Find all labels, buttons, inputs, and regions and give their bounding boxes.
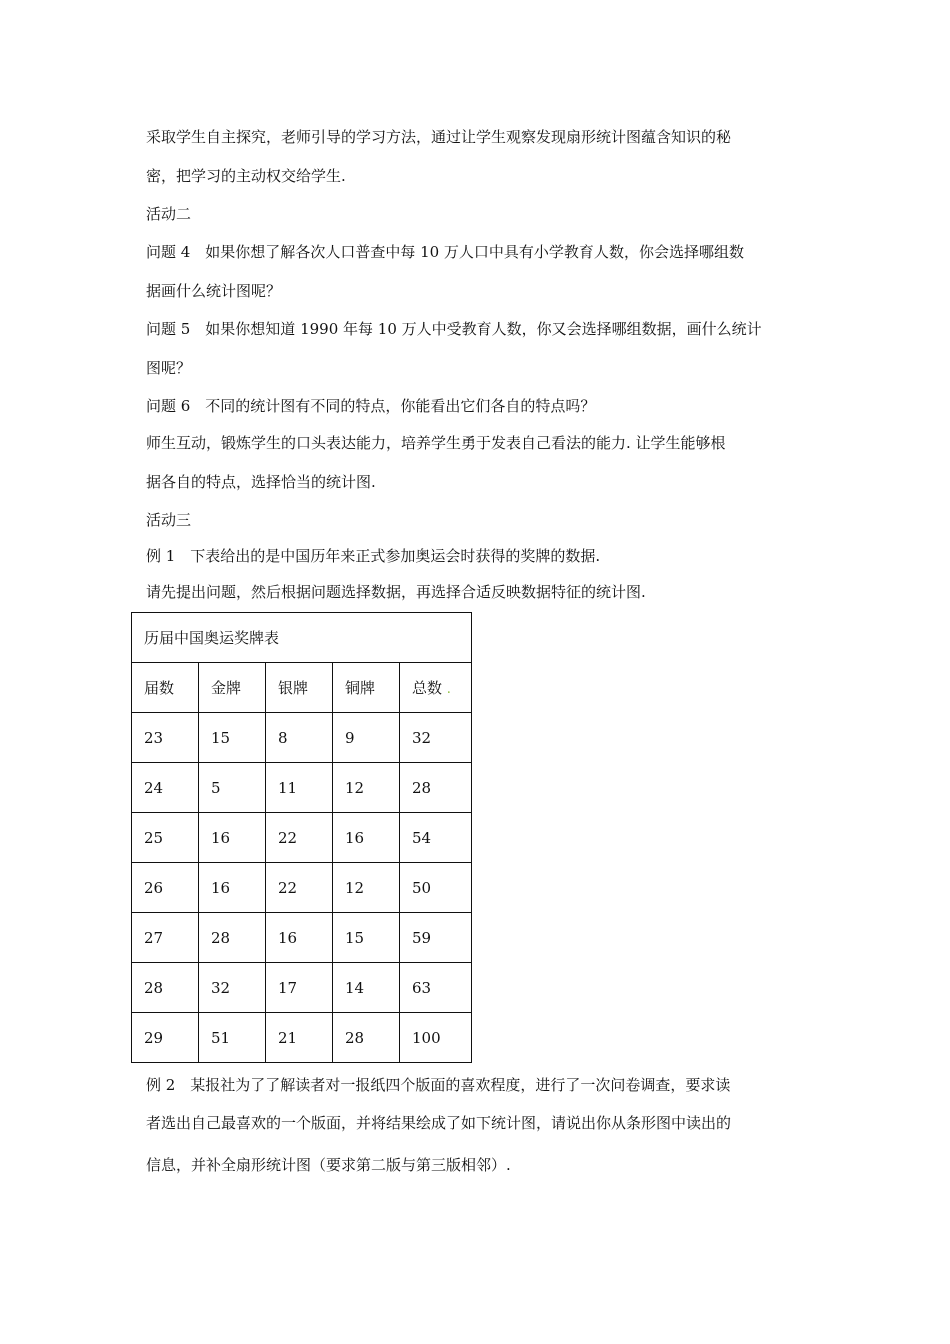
paragraph-line: 问题 4 如果你想了解各次人口普查中每 10 万人口中具有小学教育人数，你会选择哪组数	[146, 243, 744, 261]
table-cell: 51	[199, 1013, 266, 1063]
section-heading: 活动三	[146, 511, 192, 529]
table-cell: 9	[333, 713, 400, 763]
table-cell: 28	[333, 1013, 400, 1063]
paragraph-line: 例 2 某报社为了了解读者对一报纸四个版面的喜欢程度，进行了一次问卷调查，要求读	[146, 1076, 731, 1094]
paragraph-line: 例 1 下表给出的是中国历年来正式参加奥运会时获得的奖牌的数据.	[146, 547, 601, 565]
paragraph-line: 信息，并补全扇形统计图（要求第二版与第三版相邻）.	[146, 1156, 511, 1174]
table-cell: 29	[132, 1013, 199, 1063]
paragraph-line: 问题 5 如果你想知道 1990 年每 10 万人中受教育人数，你又会选择哪组数据，画什么统计	[146, 320, 762, 338]
table-header-cell: 银牌	[266, 663, 333, 713]
table-cell: 63	[400, 963, 472, 1013]
table-cell: 28	[132, 963, 199, 1013]
paragraph-line: 问题 6 不同的统计图有不同的特点，你能看出它们各自的特点吗？	[146, 397, 596, 415]
table-header-cell: 届数	[132, 663, 199, 713]
table-cell: 16	[266, 913, 333, 963]
paragraph-line: 据各自的特点，选择恰当的统计图.	[146, 473, 376, 491]
table-cell: 12	[333, 763, 400, 813]
table-cell: 16	[199, 813, 266, 863]
table-cell: 8	[266, 713, 333, 763]
medal-table	[131, 612, 472, 1063]
paragraph-line: 者选出自己最喜欢的一个版面，并将结果绘成了如下统计图，请说出你从条形图中读出的	[146, 1114, 732, 1132]
table-cell: 22	[266, 863, 333, 913]
table-row	[132, 1013, 472, 1063]
table-cell: 15	[333, 913, 400, 963]
table-cell: 54	[400, 813, 472, 863]
table-cell: 27	[132, 913, 199, 963]
section-heading: 活动二	[146, 205, 192, 223]
paragraph-line: 采取学生自主探究，老师引导的学习方法，通过让学生观察发现扇形统计图蕴含知识的秘	[146, 128, 732, 146]
paragraph-line: 图呢？	[146, 359, 192, 377]
table-cell: 15	[199, 713, 266, 763]
table-header-cell: 铜牌	[333, 663, 400, 713]
table-row	[132, 863, 472, 913]
paragraph-line: 请先提出问题，然后根据问题选择数据，再选择合适反映数据特征的统计图.	[146, 583, 646, 601]
table-cell: 5	[199, 763, 266, 813]
table-cell: 14	[333, 963, 400, 1013]
table-row	[132, 913, 472, 963]
table-header-cell: 金牌	[199, 663, 266, 713]
table-cell: 26	[132, 863, 199, 913]
table-cell: 17	[266, 963, 333, 1013]
table-cell: 23	[132, 713, 199, 763]
table-cell: 16	[333, 813, 400, 863]
table-cell: 16	[199, 863, 266, 913]
table-cell: 100	[400, 1013, 472, 1063]
table-cell: 28	[199, 913, 266, 963]
table-caption-row	[132, 613, 472, 663]
table-cell: 25	[132, 813, 199, 863]
table-row	[132, 813, 472, 863]
table-row	[132, 763, 472, 813]
table-cell: 12	[333, 863, 400, 913]
table-cell: 50	[400, 863, 472, 913]
table-cell: 24	[132, 763, 199, 813]
paragraph-line: 据画什么统计图呢？	[146, 282, 282, 300]
table-cell: 22	[266, 813, 333, 863]
table-cell: 11	[266, 763, 333, 813]
table-cell: 32	[199, 963, 266, 1013]
table-caption: 历届中国奥运奖牌表	[132, 613, 472, 663]
table-row	[132, 963, 472, 1013]
table-cell: 28	[400, 763, 472, 813]
table-cell: 32	[400, 713, 472, 763]
paragraph-line: 密，把学习的主动权交给学生.	[146, 167, 346, 185]
table-row	[132, 713, 472, 763]
table-cell: 21	[266, 1013, 333, 1063]
paragraph-line: 师生互动，锻炼学生的口头表达能力，培养学生勇于发表自己看法的能力. 让学生能够根	[146, 434, 726, 452]
table-header-cell: 总数 .	[400, 663, 472, 713]
table-header-row	[132, 663, 472, 713]
table-cell: 59	[400, 913, 472, 963]
